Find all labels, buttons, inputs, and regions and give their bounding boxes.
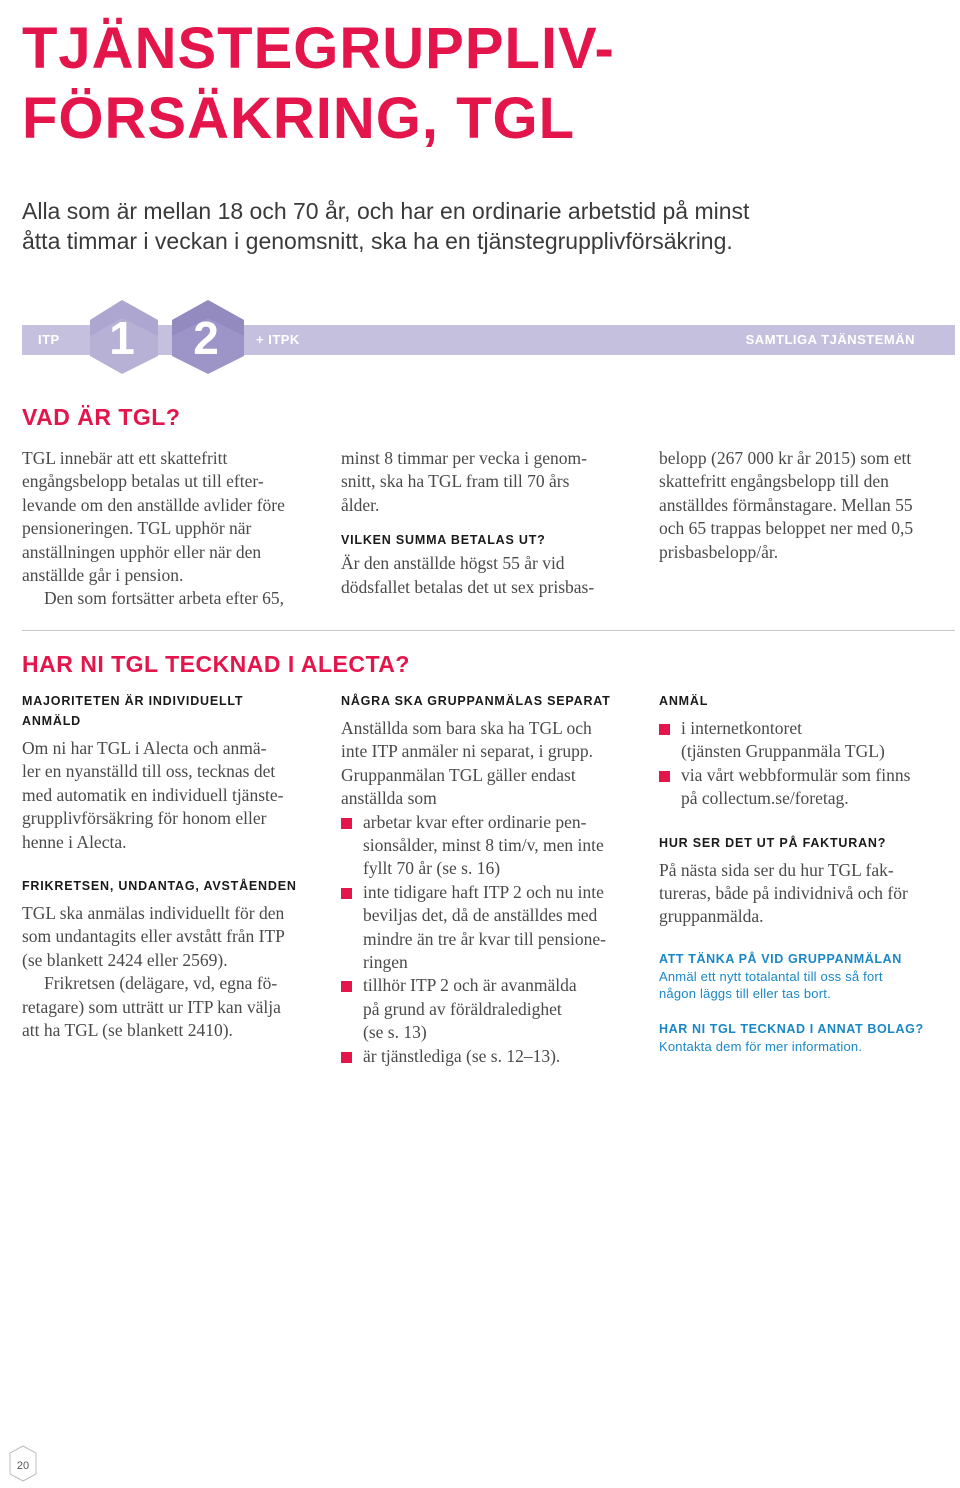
section2-column-3	[659, 691, 959, 1055]
page-title	[22, 14, 615, 154]
list-item	[341, 811, 641, 881]
text-line: retagare) som utträtt ur ITP kan välja	[22, 996, 281, 1017]
note-text: Kontakta dem för mer information.	[659, 1038, 863, 1054]
text-line: att ha TGL (se blankett 2410).	[22, 1020, 233, 1041]
section2-column-1	[22, 691, 322, 1042]
text-line: är tjänstlediga (se s. 12–13).	[363, 1045, 561, 1066]
section-heading-what-is-tgl: VAD ÄR TGL?	[22, 404, 181, 430]
text-line: (se s. 13)	[363, 1022, 427, 1043]
text-line: Frikretsen (delägare, vd, egna fö-	[44, 973, 278, 994]
text-line: på grund av föräldraledighet	[363, 998, 562, 1019]
text-line: levande om den anställde avlider före	[22, 494, 285, 515]
hex-badge-2-number: 2	[193, 312, 219, 364]
section-divider	[22, 630, 955, 631]
text-line: (tjänsten Gruppanmäla TGL)	[681, 741, 885, 762]
text-line: tureras, både på individnivå och för	[659, 883, 908, 904]
itp-section-badges	[86, 296, 256, 378]
section2-column-2	[341, 691, 641, 1068]
text-line: henne i Alecta.	[22, 831, 127, 852]
list-item	[341, 1045, 641, 1068]
text-line: minst 8 timmar per vecka i genom-	[341, 448, 587, 468]
text-line: med automatik en individuell tjänste-	[22, 784, 284, 805]
text-line: sionsålder, minst 8 tim/v, men inte	[363, 835, 604, 856]
text-line: anställda som	[341, 788, 437, 809]
note-heading-other-insurer: HAR NI TGL TECKNAD I ANNAT BOLAG?	[659, 1021, 924, 1036]
text-line: beviljas det, då de anställdes med	[363, 905, 598, 926]
page-number-badge	[8, 1444, 38, 1488]
text-line: och 65 trappas beloppet ner med 0,5	[659, 518, 914, 539]
section1-column-3	[659, 447, 959, 564]
text-line: snitt, ska ha TGL fram till 70 års	[341, 471, 570, 492]
intro-line-2: åtta timmar i veckan i genomsnitt, ska ha en tjänstegrupplivförsäkring.	[22, 228, 733, 254]
text-line: Är den anställde högst 55 år vid	[341, 553, 565, 574]
list-item	[341, 974, 641, 1044]
text-line: dödsfallet betalas det ut sex prisbas-	[341, 576, 595, 597]
section-heading-tgl-in-alecta: HAR NI TGL TECKNAD I ALECTA?	[22, 651, 410, 677]
subheading-payout-amount: VILKEN SUMMA BETALAS UT?	[341, 533, 546, 548]
subheading-group-registration: NÅGRA SKA GRUPPANMÄLAS SEPARAT	[341, 694, 611, 708]
text-line: ålder.	[341, 494, 380, 515]
text-line: skattefritt engångsbelopp till den	[659, 471, 889, 492]
hex-badge-1-number: 1	[109, 312, 135, 364]
text-line: ringen	[363, 952, 408, 973]
subheading-line: MAJORITETEN ÄR INDIVIDUELLT	[22, 694, 244, 708]
text-line: prisbasbelopp/år.	[659, 541, 779, 562]
list-item	[659, 717, 959, 764]
page-title-line-2: FÖRSÄKRING, TGL	[22, 86, 576, 151]
subheading-register: ANMÄL	[659, 694, 709, 708]
note-text	[659, 968, 959, 1002]
list-item	[341, 881, 641, 975]
text-line: TGL innebär att ett skattefritt	[22, 448, 228, 468]
intro-line-1: Alla som är mellan 18 och 70 år, och har en ordinarie arbetstid på minst	[22, 198, 750, 224]
subheading-line: ANMÄLD	[22, 714, 81, 728]
text-line: arbetar kvar efter ordinarie pen-	[363, 811, 587, 832]
text-line: någon läggs till eller tas bort.	[659, 985, 831, 1001]
text-line: pensioneringen. TGL upphör när	[22, 518, 252, 539]
paragraph	[341, 717, 641, 811]
text-line: (se blankett 2424 eller 2569).	[22, 949, 228, 970]
section1-column-1	[22, 447, 322, 611]
register-options-list	[659, 717, 959, 811]
section1-column-2	[341, 447, 641, 599]
band-label-itpk: + ITPK	[256, 332, 300, 347]
text-line: På nästa sida ser du hur TGL fak-	[659, 859, 894, 880]
text-line: fyllt 70 år (se s. 16)	[363, 858, 501, 879]
text-line: anställde går i pension.	[22, 565, 184, 586]
text-line: Gruppanmälan TGL gäller endast	[341, 764, 576, 785]
paragraph	[659, 859, 959, 929]
page-number: 20	[16, 1460, 30, 1472]
group-registration-list	[341, 811, 641, 1068]
note-heading-group-registration: ATT TÄNKA PÅ VID GRUPPANMÄLAN	[659, 951, 902, 966]
text-line: mindre än tre år kvar till pensione-	[363, 928, 606, 949]
text-line: inte tidigare haft ITP 2 och nu inte	[363, 881, 604, 902]
band-label-itp: ITP	[38, 332, 60, 347]
text-line: Om ni har TGL i Alecta och anmä-	[22, 738, 267, 758]
paragraph	[22, 737, 322, 854]
text-line: via vårt webbformulär som finns	[681, 764, 911, 785]
subheading-frikretsen: FRIKRETSEN, UNDANTAG, AVSTÅENDEN	[22, 879, 297, 894]
text-line: anställdes förmånstagare. Mellan 55	[659, 494, 913, 515]
text-line: TGL ska anmälas individuellt för den	[22, 903, 285, 924]
text-line: belopp (267 000 kr år 2015) som ett	[659, 448, 912, 468]
text-line: på collectum.se/foretag.	[681, 788, 849, 809]
text-line: Den som fortsätter arbeta efter 65,	[44, 588, 285, 609]
page-title-line-1: TJÄNSTEGRUPPLIV-	[22, 16, 615, 81]
subheading-majority-individual	[22, 691, 322, 731]
text-line: som undantagits eller avstått från ITP	[22, 926, 285, 947]
paragraph	[22, 902, 322, 1042]
text-line: ler en nyanställd till oss, tecknas det	[22, 761, 276, 782]
text-line: i internetkontoret	[681, 718, 803, 738]
text-line: grupplivförsäkring för honom eller	[22, 808, 267, 829]
text-line: anställningen upphör eller när den	[22, 541, 262, 562]
text-line: Anställda som bara ska ha TGL och	[341, 718, 592, 738]
text-line: inte ITP anmäler ni separat, i grupp.	[341, 741, 594, 762]
list-item	[659, 764, 959, 811]
text-line: gruppanmälda.	[659, 906, 764, 927]
text-line: Anmäl ett nytt totalantal till oss så fort	[659, 968, 883, 984]
subheading-invoice: HUR SER DET UT PÅ FAKTURAN?	[659, 835, 887, 850]
band-label-all-employees: SAMTLIGA TJÄNSTEMÄN	[745, 332, 915, 347]
text-line: tillhör ITP 2 och är avanmälda	[363, 975, 577, 996]
intro-text	[22, 196, 922, 256]
text-line: engångsbelopp betalas ut till efter-	[22, 471, 264, 492]
